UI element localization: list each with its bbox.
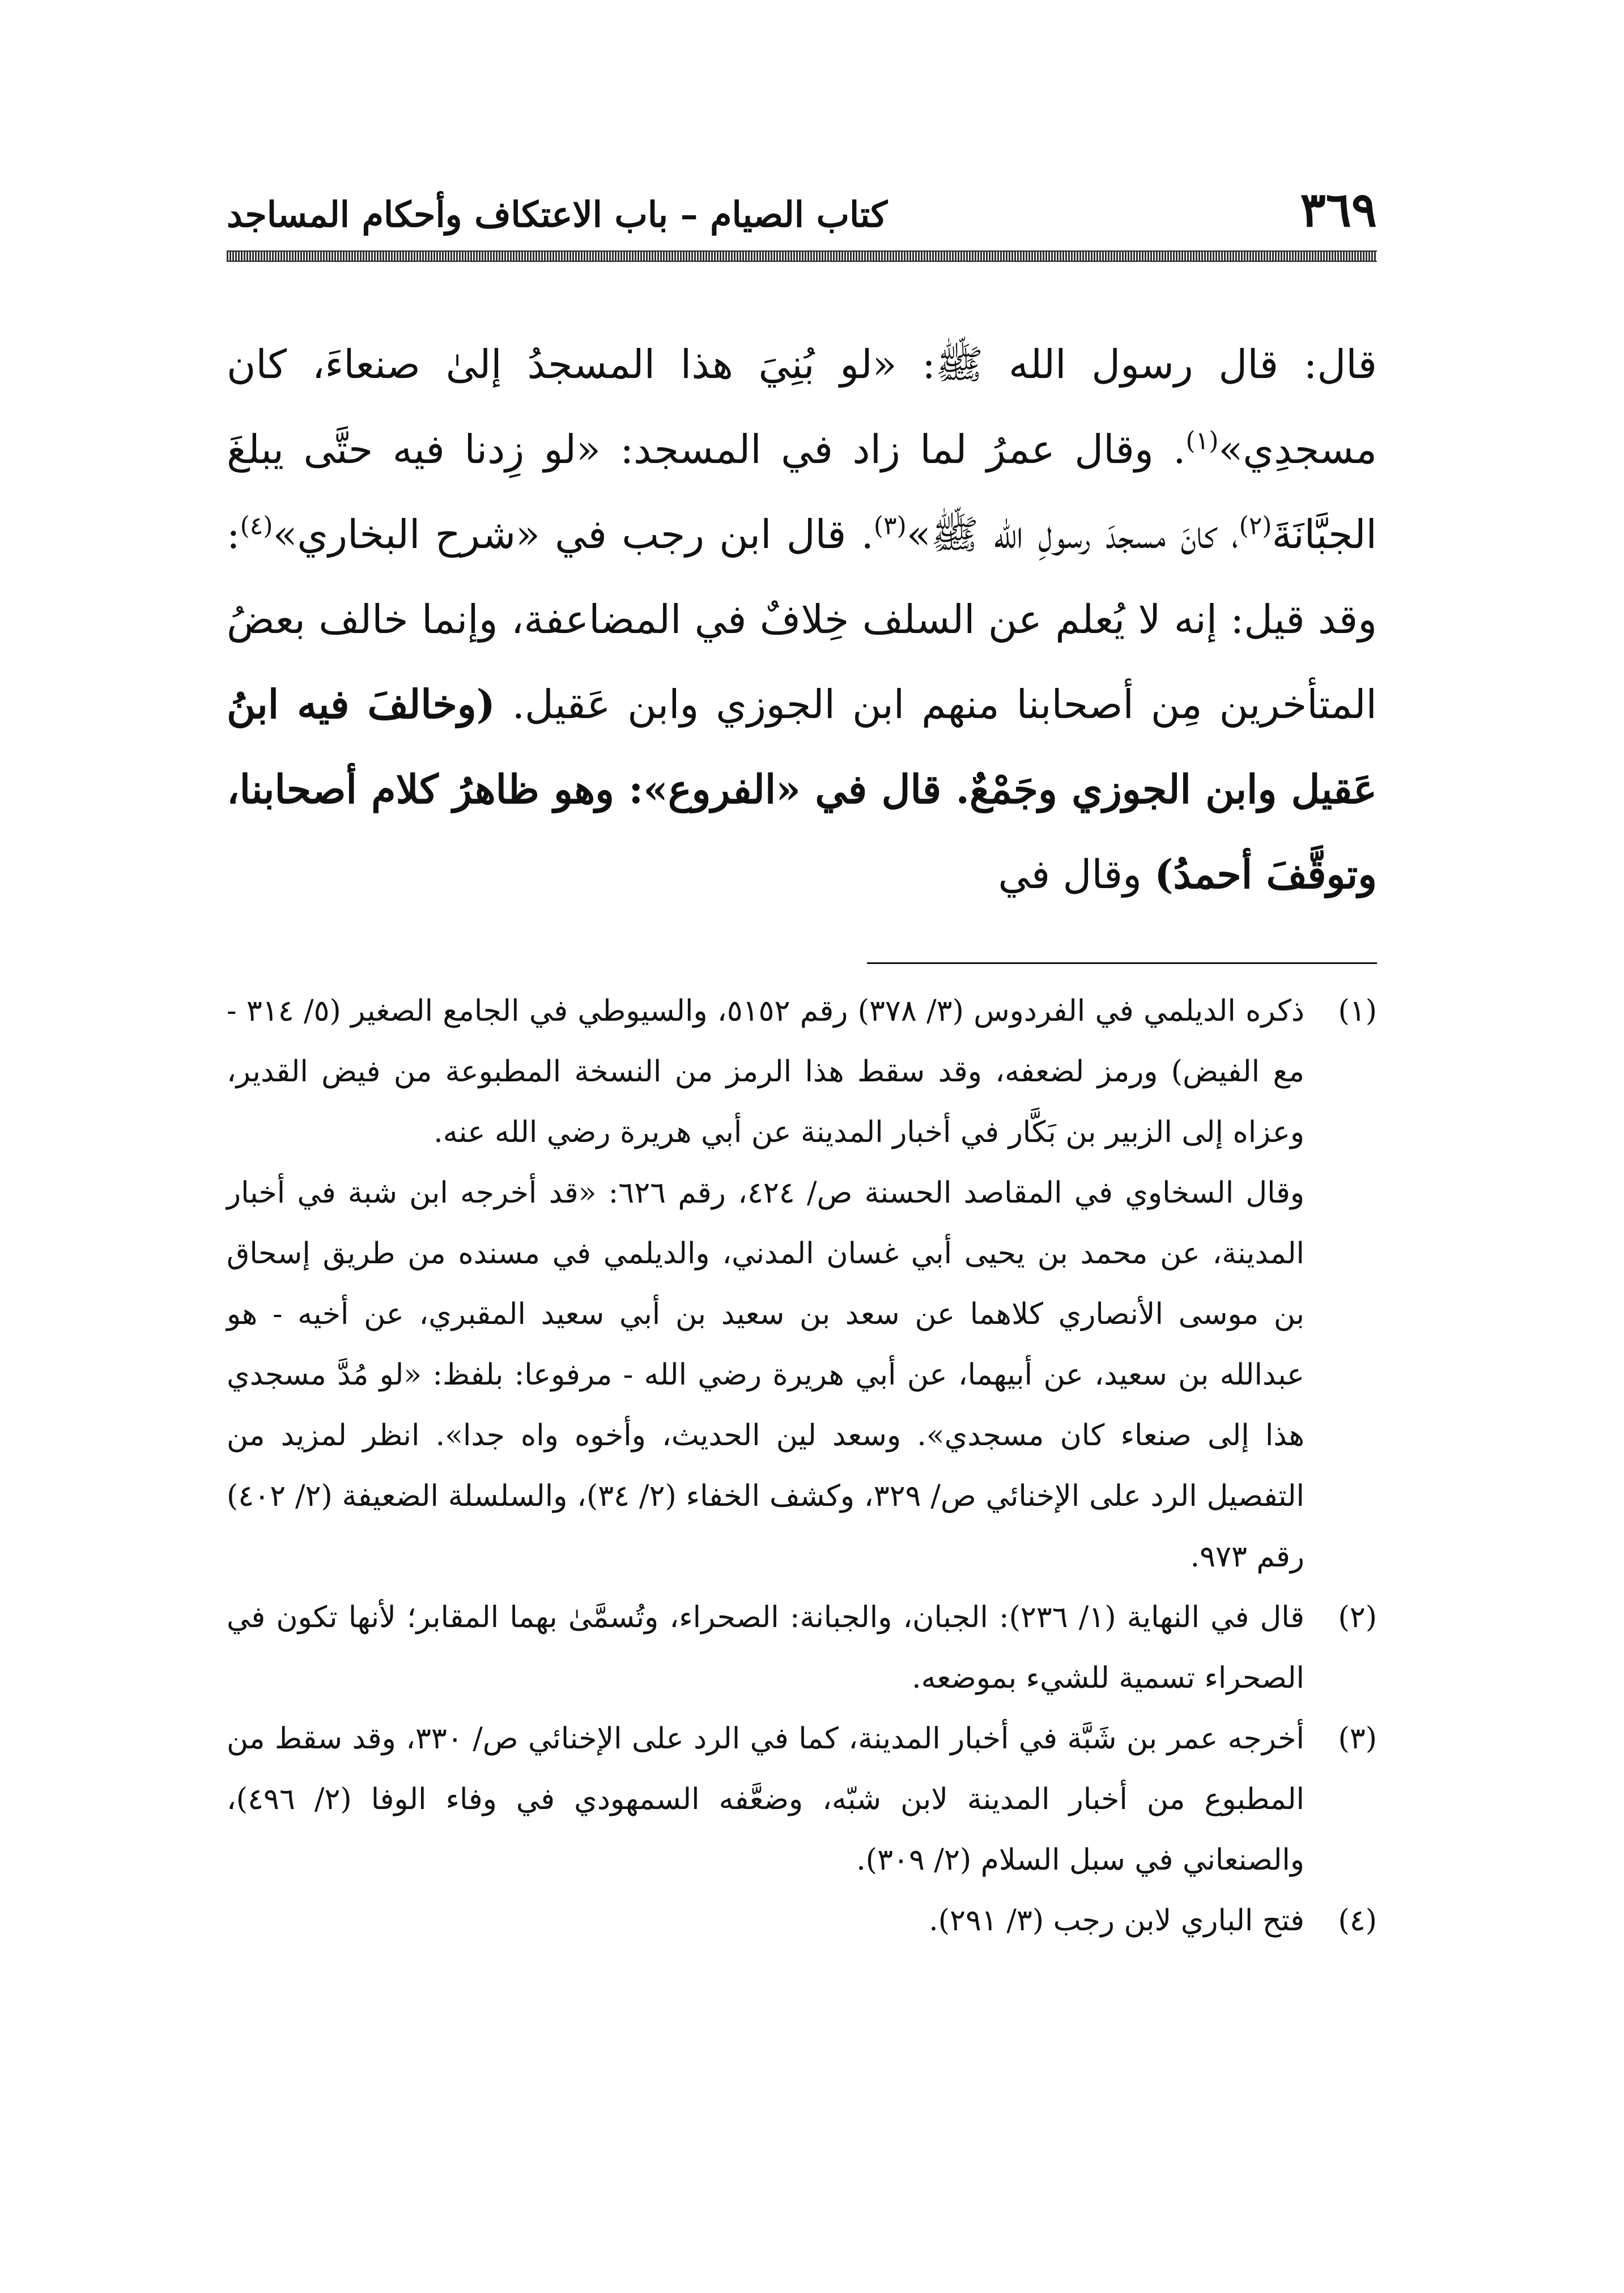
footnote-body [227,1891,1304,1951]
footnote-1 [227,981,1377,1587]
footnote-body [227,981,1304,1587]
page-number: ٣٦٩ [1300,181,1377,237]
footnote-ref-3[interactable]: (٣) [873,511,907,541]
footnote-2 [227,1587,1377,1709]
text-segment: قال: قال رسول الله ﷺ: «لو بُنِيَ هذا المسجدُ إلىٰ صنعاءَ، كان مسجدِي» [227,341,1377,473]
footnote-separator [867,962,1377,964]
footnote-ref-4[interactable]: (٤) [240,511,273,541]
footnote-ref-2[interactable]: (٢) [1239,511,1272,541]
footnote-3 [227,1709,1377,1891]
footnote-marker: (١) [1338,994,1377,1028]
footnote-paragraph: ذكره الديلمي في الفردوس (٣/ ٣٧٨) رقم ٥١٥٢، والسيوطي في الجامع الصغير (٥/ ٣١٤ - مع الفيض) ورمز لضعفه، وقد سقط هذا الرمز من النسخة المطبوعة من فيض القدير، وعزاه إلى الزبير بن بَكَّار في أخبار المدينة عن أبي هريرة رضي الله عنه. [227,994,1304,1149]
footnote-4 [227,1891,1377,1951]
footnote-ref-1[interactable]: (١) [1185,426,1219,456]
main-paragraph [227,322,1377,917]
footnote-paragraph: قال في النهاية (١/ ٢٣٦): الجبان، والجبانة: الصحراء، وتُسمَّىٰ بهما المقابر؛ لأنها تكون في الصحراء تسمية للشيء بموضعه. [227,1600,1305,1695]
text-segment: : وقد قيل: إنه لا يُعلم عن السلف خِلافٌ في المضاعفة، وإنما خالف بعضُ المتأخرين مِن أصحابنا منهم ابن الجوزي وابن عَقيل. [227,511,1378,728]
footnote-paragraph: أخرجه عمر بن شَبَّة في أخبار المدينة، كما في الرد على الإخنائي ص/ ٣٣٠، وقد سقط من المطبوع من أخبار المدينة لابن شبّه، وضعَّفه السمهودي في وفاء الوفا (٢/ ٤٩٦)، والصنعاني في سبل السلام (٢/ ٣٠٩). [227,1722,1304,1877]
footnote-paragraph: فتح الباري لابن رجب (٣/ ٢٩١). [929,1904,1304,1938]
book-page [227,176,1377,2216]
footnote-body [227,1709,1304,1891]
footnotes [227,981,1377,1951]
header-rule [227,250,1377,262]
text-segment: . وقال عمرُ لما زاد في المسجد: «لو زِدنا فيه حتَّى يبلغَ الجبَّانَةَ [227,426,1377,558]
footnote-marker: (٢) [1338,1600,1377,1634]
footnote-body [227,1587,1304,1709]
running-header [227,176,1377,255]
bold-commentary: (وخالفَ فيه ابنُ عَقيل وابن الجوزي وجَمْعٌ. قال في «الفروع»: وهو ظاهرُ كلام أصحابنا، وتوقَّفَ أحمدُ) [227,681,1377,898]
main-text [227,322,1377,917]
text-segment: ، كانَ مسجدَ رسولِ الله ﷺ» [906,511,1239,558]
footnote-paragraph: وقال السخاوي في المقاصد الحسنة ص/ ٤٢٤، رقم ٦٢٦: «قد أخرجه ابن شبة في أخبار المدينة، عن محمد بن يحيى أبي غسان المدني، والديلمي في مسنده من طريق إسحاق بن موسى الأنصاري كلاهما عن سعد بن سعيد بن أبي سعيد المقبري، عن أخيه - هو عبدالله بن سعيد، عن أبيهما، عن أبي هريرة رضي الله - مرفوعا: بلفظ: «لو مُدَّ مسجدي هذا إلى صنعاء كان مسجدي». وسعد لين الحديث، وأخوه واه جدا». انظر لمزيد من التفصيل الرد على الإخنائي ص/ ٣٢٩، وكشف الخفاء (٢/ ٣٤)، والسلسلة الضعيفة (٢/ ٤٠٢) رقم ٩٧٣. [227,1176,1305,1574]
running-title: كتاب الصيام – باب الاعتكاف وأحكام المساجد [227,194,888,235]
footnote-marker: (٤) [1338,1904,1377,1938]
footnote-marker: (٣) [1338,1722,1377,1756]
text-segment: وقال في [998,851,1155,898]
text-segment: . قال ابن رجب في «شرح البخاري» [273,511,874,558]
